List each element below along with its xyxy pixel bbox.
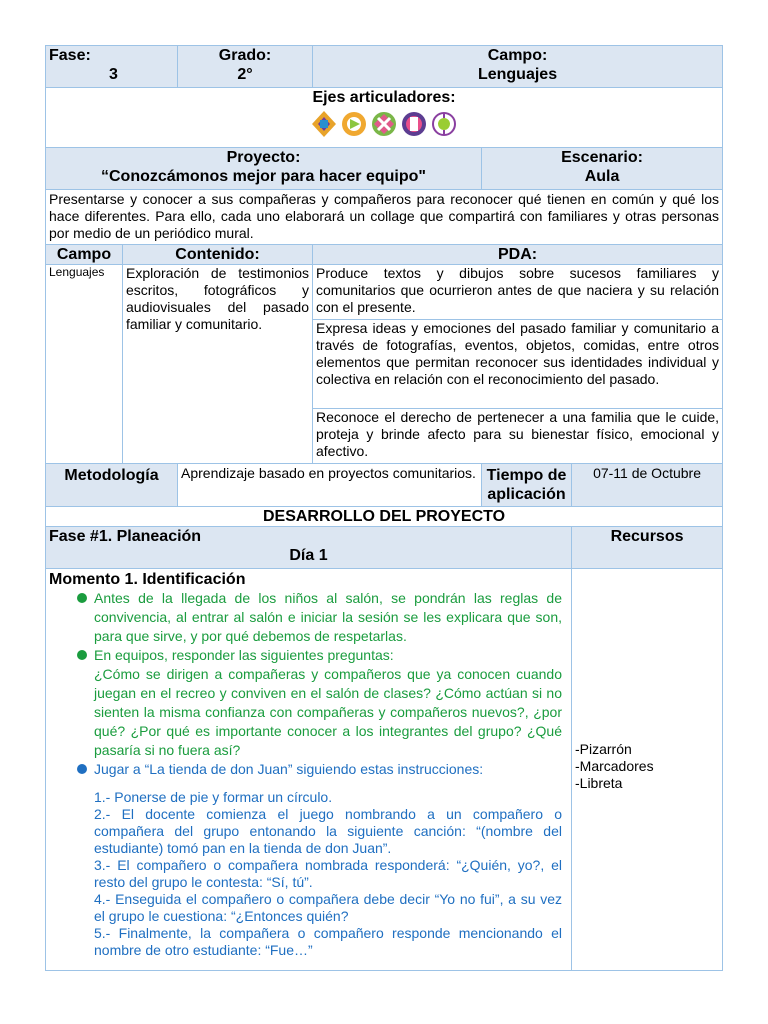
header-row [46,46,723,88]
campo-cell [313,46,723,88]
contenido-header: Contenido: [123,245,313,265]
bullet-dot-icon [77,764,87,774]
instructions-list [49,789,562,959]
ejes-cell [46,88,723,148]
tabla-header-row [46,245,723,265]
recursos-cell [572,569,723,971]
proyecto-row [46,148,723,190]
grado-value: 2° [237,66,253,83]
recursos-list [575,741,719,792]
bullet-text: En equipos, responder las siguientes preguntas: [94,647,394,663]
tiempo-value: 07-11 de Octubre [572,464,723,507]
proyecto-cell [46,148,482,190]
pda-item: Produce textos y dibujos sobre sucesos familiares y comunitarios que ocurrieron antes de que naciera y su relación con el presente. [313,265,723,320]
recursos-header: Recursos [572,527,723,569]
descripcion-text: Presentarse y conocer a sus compañeras y compañeros para reconocer qué tienen en común y qué los hace diferentes. Para ello, cada uno elaborará un collage que compartirá con familiares y otras personas por medio de un periódico mural. [46,190,723,245]
proyecto-label: Proyecto: [226,149,301,166]
metodologia-label: Metodología [46,464,178,507]
metodologia-value: Aprendizaje basado en proyectos comunitarios. [178,464,482,507]
inclusion-icon [310,109,338,139]
fase-label: Fase: [49,47,91,64]
pensamiento-critico-icon [340,109,368,139]
bullet-text: Antes de la llegada de los niños al salón, se pondrán las reglas de convivencia, al entrar al salón e iniciar la sesión se les explicara que son, para que sirve, y por qué debemos de respetarlas. [94,590,562,644]
escenario-cell [482,148,723,190]
escenario-label: Escenario: [561,149,643,166]
dia-label: Día 1 [289,547,328,564]
ejes-logos [49,107,719,139]
pda-header: PDA: [313,245,723,265]
recurso-item: -Marcadores [575,758,654,774]
planeacion-document [45,45,722,971]
campo-label: Campo: [487,47,548,64]
tiempo-label: Tiempo de aplicación [482,464,572,507]
bullet-dot-icon [77,593,87,603]
pda-row-1 [46,265,723,320]
ejes-row [46,88,723,148]
pda-item: Reconoce el derecho de pertenecer a una familia que le cuide, proteja y brinde afecto para su bienestar físico, emocional y afectivo. [313,409,723,464]
igualdad-genero-icon [400,109,428,139]
grado-cell [178,46,313,88]
proyecto-title: “Conozcámonos mejor para hacer equipo" [101,168,426,185]
desarrollo-row [46,507,723,527]
grado-label: Grado: [218,47,272,64]
instruction-step: 4.- Enseguida el compañero o compañera debe decir “Yo no fui”, a su vez el grupo le cuestiona: “¿Entonces quién? [94,891,562,924]
contenido-value-cell: Exploración de testimonios escritos, fotográficos y audiovisuales del pasado familiar y comunitario. [123,265,313,464]
bullet-item [49,589,562,646]
vida-saludable-icon [430,109,458,139]
recurso-item: -Pizarrón [575,741,632,757]
bullet-dot-icon [77,650,87,660]
bullet-item [49,646,562,760]
recurso-item: -Libreta [575,775,623,791]
fase1-title: Fase #1. Planeación [49,528,202,545]
descripcion-row [46,190,723,245]
interculturalidad-icon [370,109,398,139]
campo-value-cell: Lenguajes [46,265,123,464]
ejes-label: Ejes articuladores: [312,89,456,106]
desarrollo-title: DESARROLLO DEL PROYECTO [46,507,723,527]
fase-cell [46,46,178,88]
campo-value: Lenguajes [477,66,558,83]
planeacion-table [45,45,723,971]
instruction-step: 3.- El compañero o compañera nombrada responderá: “¿Quién, yo?, el resto del grupo le contesta: “Sí, tú”. [94,857,562,890]
metodologia-row [46,464,723,507]
campo-header: Campo [46,245,123,265]
momento1-row [46,569,723,971]
momento1-cell [46,569,572,971]
bullet-item [49,760,562,779]
instruction-step: 5.- Finalmente, la compañera o compañero responde mencionando el nombre de otro estudiante: “Fue…” [94,925,562,958]
momento1-title: Momento 1. Identificación [49,571,246,588]
fase1-header-row [46,527,723,569]
instruction-step: 1.- Ponerse de pie y formar un círculo. [94,789,333,805]
pda-item: Expresa ideas y emociones del pasado familiar y comunitario a través de fotografías, eventos, objetos, comidas, entre otros elementos que permitan reconocer sus identidades individual y colectiva en relación con el reconocimiento del pasado. [313,320,723,409]
escenario-value: Aula [584,168,620,185]
fase1-cell [46,527,572,569]
fase-value: 3 [109,66,118,83]
bullet-body: ¿Cómo se dirigen a compañeras y compañeros que ya conocen cuando juegan en el recreo y conviven en el salón de clases? ¿Cómo actúan si no sienten la misma confianza con compañeras y compañeros nuevos?, ¿por qué? ¿Por qué es importante conocer a los integrantes del grupo? ¿Qué pasaría si no fuera así? [94,666,562,758]
bullet-text: Jugar a “La tienda de don Juan” siguiendo estas instrucciones: [94,761,484,777]
instruction-step: 2.- El docente comienza el juego nombrando a un compañero o compañera del grupo entonando la siguiente canción: “(nombre del estudiante) tomó pan en la tienda de don Juan”. [94,806,562,856]
